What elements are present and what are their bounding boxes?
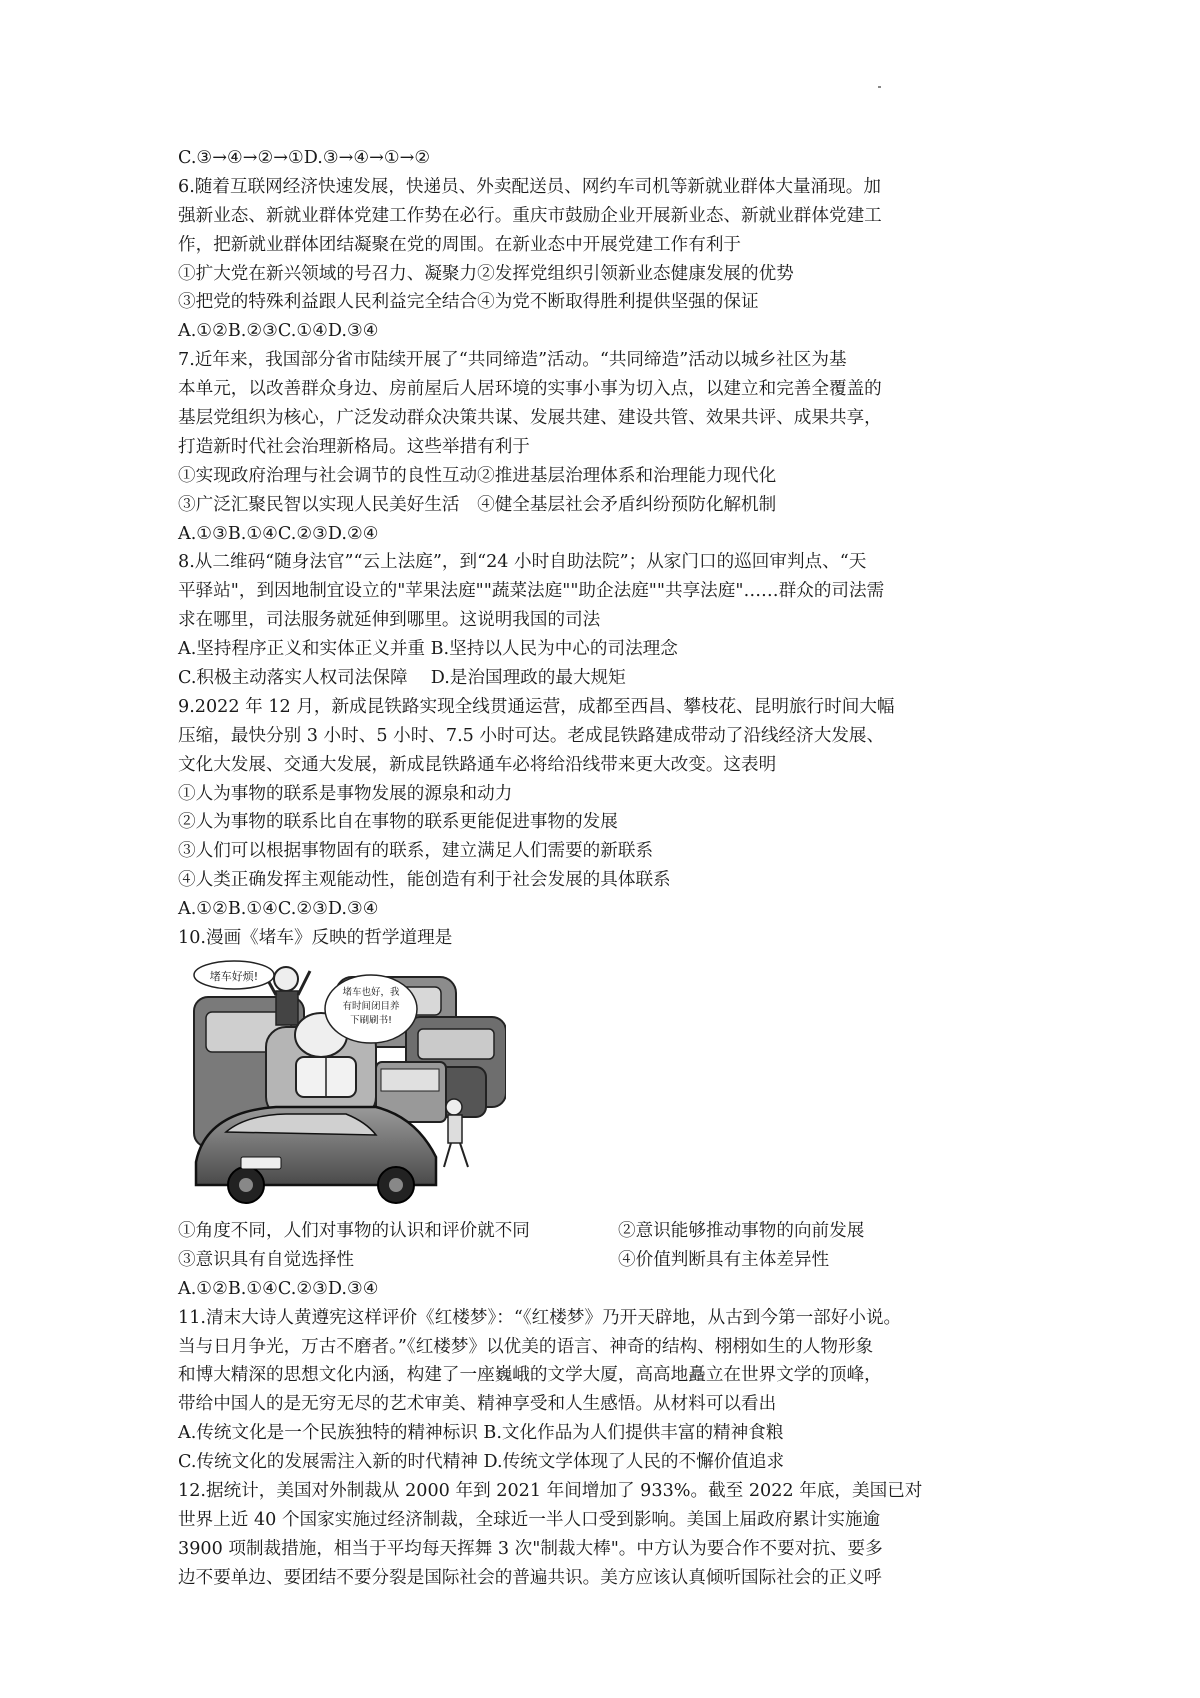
q7-item-1-2: ①实现政府治理与社会调节的良性互动②推进基层治理体系和治理能力现代化 (178, 465, 777, 486)
q7-item-3-4: ③广泛汇聚民智以实现人民美好生活 ④健全基层社会矛盾纠纷预防化解机制 (178, 494, 777, 515)
q12-stem-line-4: 边不要单边、要团结不要分裂是国际社会的普遍共识。美方应该认真倾听国际社会的正义呼 (178, 1567, 882, 1588)
question-9 (178, 693, 1078, 924)
q9-item-1: ①人为事物的联系是事物发展的源泉和动力 (178, 783, 513, 804)
q8-stem-line-2: 平驿站"，到因地制宜设立的"苹果法庭""蔬菜法庭""助企法庭""共享法庭"……群众的司法需 (178, 581, 885, 602)
q10-item-2: ②意识能够推动事物的向前发展 (618, 1220, 865, 1241)
q7-stem-line-4: 打造新时代社会治理新格局。这些举措有利于 (178, 436, 530, 457)
cartoon-bubble-left: 堵车好烦! (209, 969, 259, 983)
q11-stem-line-3: 和博大精深的思想文化内涵，构建了一座巍峨的文学大厦，高高地矗立在世界文学的顶峰， (178, 1365, 882, 1386)
question-10 (178, 924, 1078, 1304)
q8-options-ab: A.坚持程序正义和实体正义并重 B.坚持以人民为中心的司法理念 (178, 639, 678, 660)
q11-options-ab: A.传统文化是一个民族独特的精神标识 B.文化作品为人们提供丰富的精神食粮 (178, 1423, 784, 1444)
q9-item-2: ②人为事物的联系比自在事物的联系更能促进事物的发展 (178, 812, 618, 833)
q6-item-3-4: ③把党的特殊利益跟人民利益完全结合④为党不断取得胜利提供坚强的保证 (178, 292, 759, 313)
q9-item-3: ③人们可以根据事物固有的联系，建立满足人们需要的新联系 (178, 841, 654, 862)
cartoon-bubble-right-line-1: 堵车也好，我 (342, 986, 400, 998)
q6-stem-line-1: 6.随着互联网经济快速发展，快递员、外卖配送员、网约车司机等新就业群体大量涌现。加 (178, 176, 881, 197)
q12-stem-line-1: 12.据统计，美国对外制裁从 2000 年到 2021 年间增加了 933%。截至 2022 年底，美国已对 (178, 1480, 923, 1501)
q9-stem-line-1: 9.2022 年 12 月，新成昆铁路实现全线贯通运营，成都至西昌、攀枝花、昆明旅行时间大幅 (178, 696, 895, 717)
cartoon-illustration (186, 957, 506, 1211)
q9-stem-line-2: 压缩，最快分别 3 小时、5 小时、7.5 小时可达。老成昆铁路建成带动了沿线经济大发展、 (178, 725, 885, 746)
traffic-jam-cartoon (186, 957, 506, 1211)
q10-items-row-2 (178, 1246, 1078, 1275)
q10-item-1: ①角度不同，人们对事物的认识和评价就不同 (178, 1220, 530, 1241)
q5-choices-tail: C.③→④→②→①D.③→④→①→② (178, 148, 431, 168)
question-12 (178, 1477, 1078, 1593)
q8-stem-line-1: 8.从二维码“随身法官”“云上法庭”，到“24 小时自助法院”；从家门口的巡回审判点、“天 (178, 552, 867, 573)
q11-stem-line-4: 带给中国人的是无穷无尽的艺术审美、精神享受和人生感悟。从材料可以看出 (178, 1394, 777, 1415)
cartoon-bubble-right-line-2: 有时间闭目养 (342, 1000, 400, 1012)
q12-stem-line-2: 世界上近 40 个国家实施过经济制裁，全球近一半人口受到影响。美国上届政府累计实施逾 (178, 1509, 881, 1530)
cartoon-bubble-right-line-3: 下刷刷书! (350, 1014, 392, 1026)
q8-options-cd: C.积极主动落实人权司法保障 D.是治国理政的最大规矩 (178, 668, 626, 689)
question-7 (178, 346, 1078, 548)
q10-choices: A.①②B.①④C.②③D.③④ (178, 1278, 379, 1299)
q11-stem-line-1: 11.清末大诗人黄遵宪这样评价《红楼梦》：“《红楼梦》乃开天辟地，从古到今第一部好小说。 (178, 1307, 902, 1328)
q7-stem-line-1: 7.近年来，我国部分省市陆续开展了“共同缔造”活动。“共同缔造”活动以城乡社区为基 (178, 350, 847, 371)
q6-choices: A.①②B.②③C.①④D.③④ (178, 321, 379, 342)
q9-stem-line-3: 文化大发展、交通大发展，新成昆铁路通车必将给沿线带来更大改变。这表明 (178, 754, 777, 775)
q6-stem-line-3: 作，把新就业群体团结凝聚在党的周围。在新业态中开展党建工作有利于 (178, 234, 742, 255)
q6-stem-line-2: 强新业态、新就业群体党建工作势在必行。重庆市鼓励企业开展新业态、新就业群体党建工 (178, 205, 882, 226)
q9-choices: A.①②B.①④C.②③D.③④ (178, 899, 379, 920)
question-8 (178, 548, 1078, 692)
q9-item-4: ④人类正确发挥主观能动性，能创造有利于社会发展的具体联系 (178, 870, 671, 891)
q10-item-3: ③意识具有自觉选择性 (178, 1249, 354, 1270)
q7-stem-line-2: 本单元，以改善群众身边、房前屋后人居环境的实事小事为切入点，以建立和完善全覆盖的 (178, 379, 882, 400)
question-6 (178, 173, 1078, 346)
q10-item-4: ④价值判断具有主体差异性 (618, 1249, 830, 1270)
exam-content (178, 144, 1078, 1593)
question-11 (178, 1304, 1078, 1477)
q10-stem: 10.漫画《堵车》反映的哲学道理是 (178, 928, 453, 949)
q11-options-cd: C.传统文化的发展需注入新的时代精神 D.传统文学体现了人民的不懈价值追求 (178, 1452, 785, 1473)
q8-stem-line-3: 求在哪里，司法服务就延伸到哪里。这说明我国的司法 (178, 610, 601, 631)
q10-items-row-1 (178, 1217, 1078, 1246)
q12-stem-line-3: 3900 项制裁措施，相当于平均每天挥舞 3 次"制裁大棒"。中方认为要合作不要对抗、要多 (178, 1538, 883, 1559)
q6-item-1-2: ①扩大党在新兴领域的号召力、凝聚力②发挥党组织引领新业态健康发展的优势 (178, 263, 794, 284)
page-speck (878, 86, 881, 88)
q7-choices: A.①③B.①④C.②③D.②④ (178, 523, 379, 544)
q11-stem-line-2: 当与日月争光，万古不磨者。”《红楼梦》以优美的语言、神奇的结构、栩栩如生的人物形象 (178, 1336, 874, 1357)
q7-stem-line-3: 基层党组织为核心，广泛发动群众决策共谋、发展共建、建设共管、效果共评、成果共享， (178, 408, 882, 429)
